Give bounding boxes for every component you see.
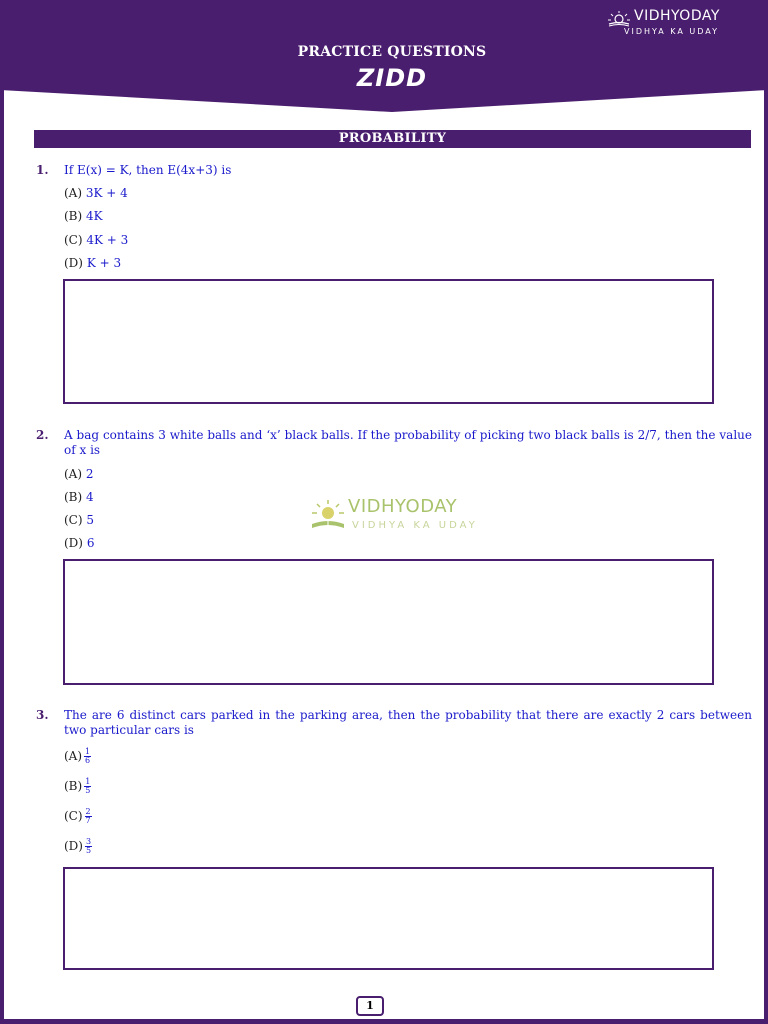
option-label: (C) [64,513,83,527]
option-value: 3K + 4 [85,186,128,200]
question-number: 1. [36,163,49,177]
fraction-denominator: 5 [85,786,91,795]
option-label: (D) [64,256,83,270]
option-value: 4K + 3 [86,233,129,247]
option-value: K + 3 [86,256,122,270]
fraction [85,838,92,855]
option-value: 4 [86,490,94,504]
watermark-logo [308,496,483,536]
fraction-numerator: 1 [85,777,91,786]
sunrise-book-icon [308,498,348,534]
header-subtitle: PRACTICE QUESTIONS [297,44,487,60]
question-text: The are 6 distinct cars parked in the parking area, then the probability that there are exactly 2 cars between two particular cars is [64,708,752,737]
fraction [85,808,92,825]
option-a [64,186,128,200]
option-label: (B) [64,490,83,504]
brand-logo [606,8,736,40]
answer-box[interactable] [63,279,714,404]
option-label: (C) [64,233,83,247]
option-value: 4K [86,209,103,223]
option-value: 2 [85,467,94,481]
fraction-numerator: 3 [85,837,92,846]
option-label: (C) [64,809,83,823]
option-value: 6 [86,536,95,550]
fraction-denominator: 5 [85,846,92,855]
option-label: (D) [64,839,83,853]
watermark-tagline: VIDHYA KA UDAY [352,520,478,531]
option-d [64,838,92,855]
fraction-numerator: 2 [85,807,91,816]
fraction-numerator: 1 [85,747,91,756]
option-b [64,490,94,504]
fraction [84,778,91,795]
question-number: 3. [36,708,49,722]
option-label: (B) [64,779,83,793]
question-text: A bag contains 3 white balls and ‘x’ black balls. If the probability of picking two black balls is 2/7, then the value of x is [64,428,752,457]
option-label: (A) [64,186,83,200]
question-number: 2. [36,428,49,442]
option-b [64,778,91,795]
option-d [64,536,94,550]
option-a [64,467,94,481]
page-header [0,0,768,115]
option-label: (D) [64,536,83,550]
fraction-denominator: 6 [85,756,91,765]
page-number: 1 [356,996,384,1016]
option-c [64,513,94,527]
fraction [84,748,91,765]
question-text: If E(x) = K, then E(4x+3) is [64,163,232,177]
sunrise-book-icon [606,10,632,28]
option-c [64,233,128,247]
answer-box[interactable] [63,867,714,970]
option-b [64,209,103,223]
logo-tagline: VIDHYA KA UDAY [624,27,720,36]
option-value: 5 [86,513,95,527]
option-label: (A) [64,467,83,481]
header-title: ZIDD [356,64,428,92]
watermark-name: VIDHYODAY [348,496,458,517]
logo-name: VIDHYODAY [634,8,720,24]
option-label: (A) [64,749,83,763]
answer-box[interactable] [63,559,714,685]
option-label: (B) [64,209,83,223]
option-a [64,748,91,765]
section-title: PROBABILITY [34,130,751,148]
fraction-denominator: 7 [85,816,91,825]
option-d [64,256,121,270]
option-c [64,808,92,825]
